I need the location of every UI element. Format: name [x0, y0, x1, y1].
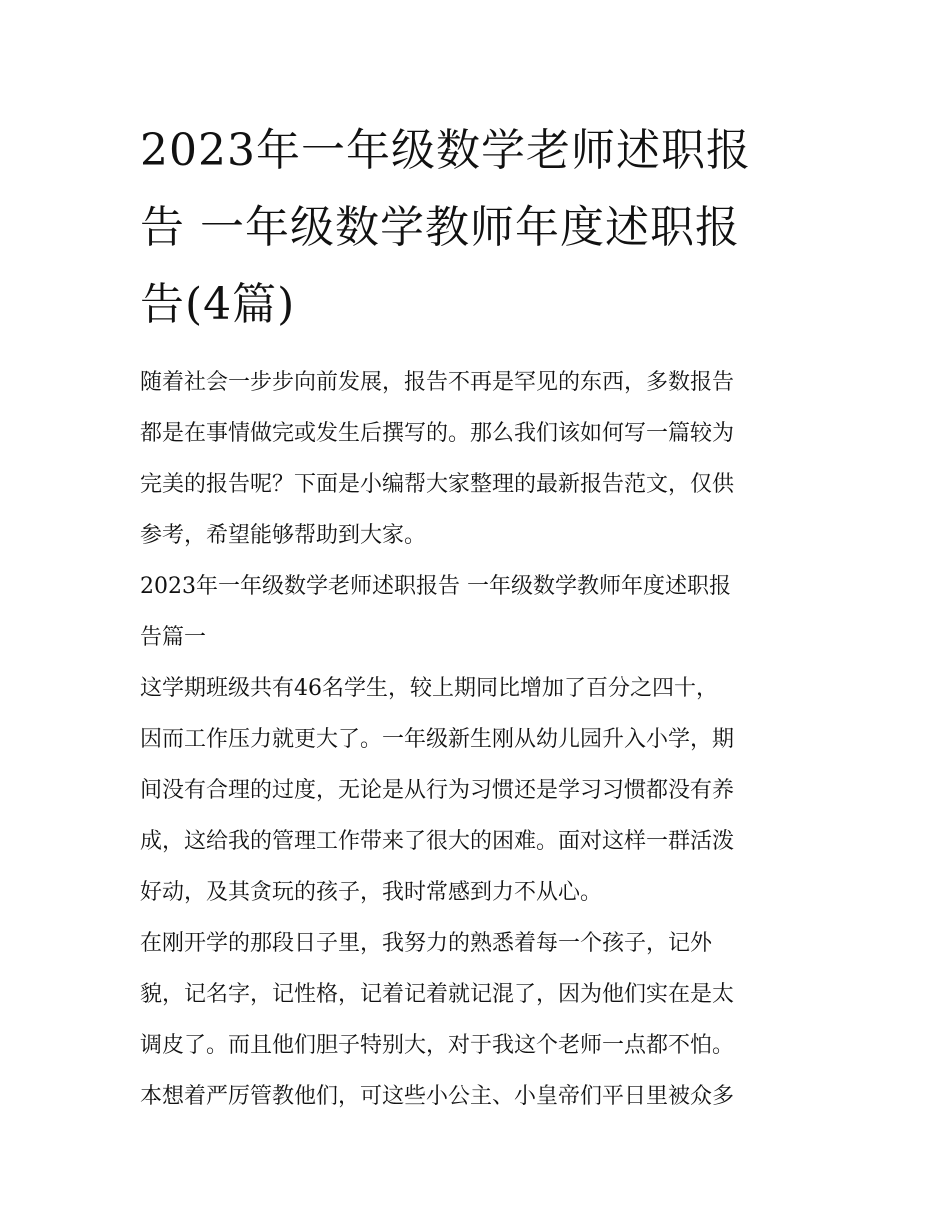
intro-line-2: 都是在事情做完或发生后撰写的。那么我们该如何写一篇较为	[140, 421, 735, 446]
title-line-3: 告(4篇)	[140, 279, 296, 330]
body1-line-1: 这学期班级共有46名学生，较上期同比增加了百分之四十，	[140, 676, 718, 701]
section-heading-line-2: 告篇一	[140, 625, 207, 650]
intro-line-3: 完美的报告呢？下面是小编帮大家整理的最新报告范文，仅供	[140, 472, 735, 497]
intro-paragraph	[140, 357, 812, 561]
body2-line-3: 调皮了。而且他们胆子特别大，对于我这个老师一点都不怕。	[140, 1033, 735, 1058]
body1-line-4: 成，这给我的管理工作带来了很大的困难。面对这样一群活泼	[140, 829, 735, 854]
body1-line-5: 好动，及其贪玩的孩子，我时常感到力不从心。	[140, 880, 603, 905]
body1-line-2: 因而工作压力就更大了。一年级新生刚从幼儿园升入小学，期	[140, 727, 735, 752]
title-line-1: 2023年一年级数学老师述职报	[140, 125, 751, 176]
section-heading-line-1: 2023年一年级数学老师述职报告 一年级数学教师年度述职报	[140, 574, 731, 599]
body2-line-2: 貌，记名字，记性格，记着记着就记混了，因为他们实在是太	[140, 982, 735, 1007]
body2-line-1: 在刚开学的那段日子里，我努力的熟悉着每一个孩子，记外	[140, 931, 713, 956]
document-title	[140, 112, 812, 343]
section-heading	[140, 561, 812, 663]
intro-line-1: 随着社会一步步向前发展，报告不再是罕见的东西，多数报告	[140, 370, 735, 395]
body-paragraph-1	[140, 663, 812, 918]
body2-line-4: 本想着严厉管教他们，可这些小公主、小皇帝们平日里被众多	[140, 1084, 735, 1109]
body-paragraph-2	[140, 918, 812, 1122]
intro-line-4: 参考，希望能够帮助到大家。	[140, 523, 427, 548]
title-line-2: 告 一年级数学教师年度述职报	[140, 202, 740, 253]
body1-line-3: 间没有合理的过度，无论是从行为习惯还是学习习惯都没有养	[140, 778, 735, 803]
document-body	[140, 112, 812, 1122]
